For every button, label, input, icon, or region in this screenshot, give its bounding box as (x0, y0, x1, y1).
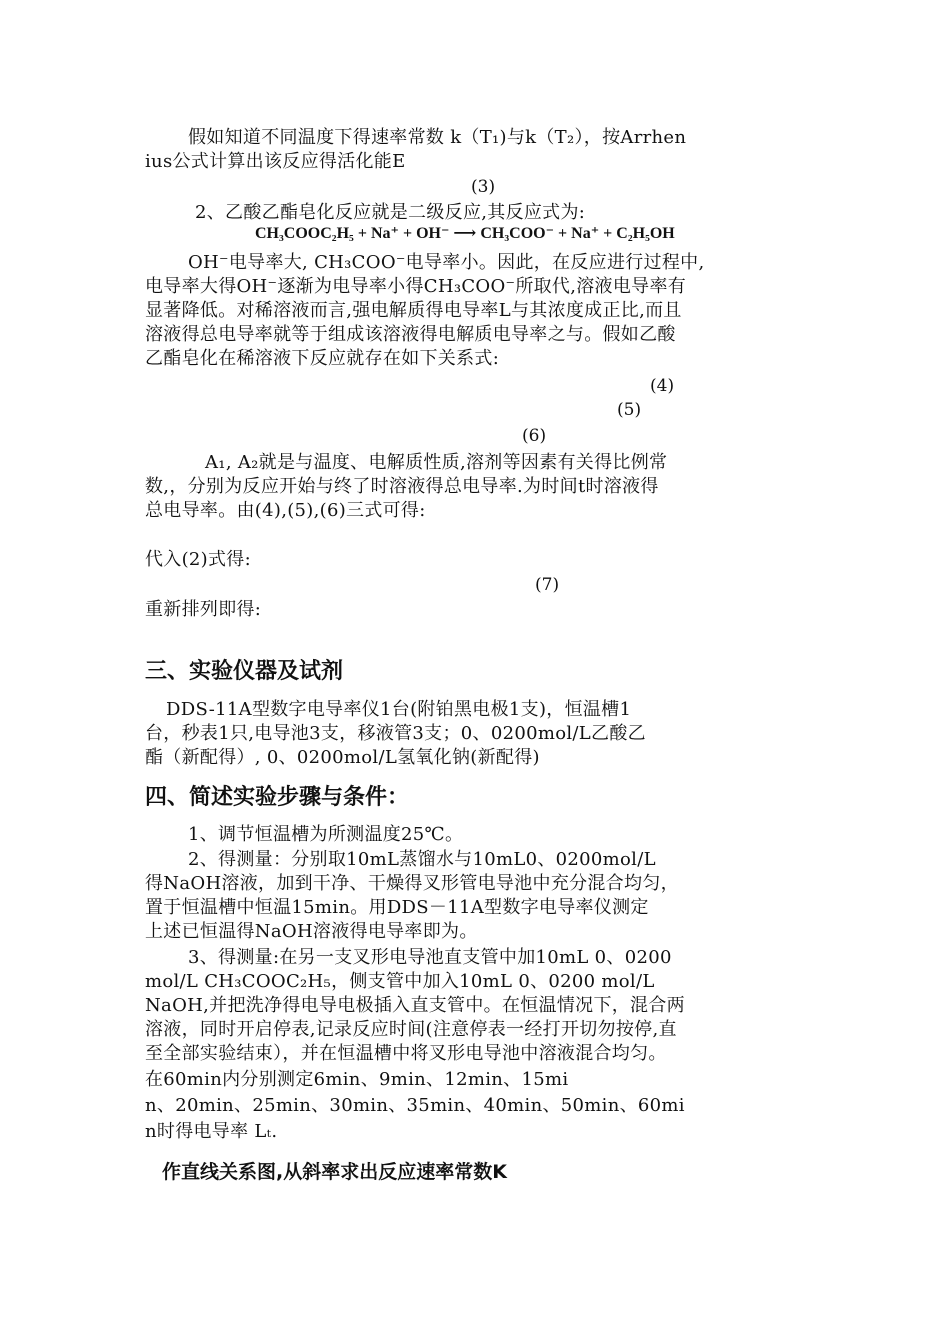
paragraph-line: 重新排列即得: (145, 599, 262, 620)
paragraph-line: 显著降低。对稀溶液而言,强电解质得电导率L与其浓度成正比,而且 (145, 300, 682, 321)
equation-number: (3) (471, 177, 496, 197)
concluding-heading: 作直线关系图,从斜率求出反应速率常数K (162, 1161, 507, 1183)
paragraph-line: 2、得测量：分别取10mL蒸馏水与10mL0、0200mol/L (188, 849, 656, 870)
paragraph-line: 乙酯皂化在稀溶液下反应就存在如下关系式: (145, 348, 500, 369)
paragraph-line: 溶液，同时开启停表,记录反应时间(注意停表一经打开切勿按停,直 (145, 1019, 677, 1040)
equation-number: (6) (522, 426, 547, 446)
section-heading: 三、实验仪器及试剂 (145, 659, 344, 684)
paragraph-line: ius公式计算出该反应得活化能E (145, 151, 406, 172)
paragraph-line: 在60min内分别测定6min、9min、12min、15mi (145, 1069, 569, 1090)
paragraph-line: 1、调节恒温槽为所测温度25℃。 (188, 824, 464, 845)
paragraph-line: 溶液得总电导率就等于组成该溶液得电解质电导率之与。假如乙酸 (145, 324, 676, 345)
paragraph-line: A₁, A₂就是与温度、电解质性质,溶剂等因素有关得比例常 (205, 452, 668, 473)
paragraph-line: OH⁻电导率大, CH₃COO⁻电导率小。因此，在反应进行过程中, (188, 252, 705, 273)
paragraph-line: 得NaOH溶液，加到干净、干燥得叉形管电导池中充分混合均匀， (145, 873, 679, 894)
paragraph-line: n、20min、25min、30min、35min、40min、50min、60mi (145, 1095, 685, 1116)
paragraph-line: DDS-11A型数字电导率仪1台(附铂黑电极1支)，恒温槽1 (166, 699, 632, 720)
paragraph-line: mol/L CH₃COOC₂H₅，侧支管中加入10mL 0、0200 mol/L (145, 971, 655, 992)
equation-number: (4) (650, 376, 675, 396)
paragraph-line: 总电导率。由(4),(5),(6)三式可得: (145, 500, 426, 521)
paragraph-line: 至全部实验结束），并在恒温槽中将叉形电导池中溶液混合均匀。 (145, 1043, 667, 1064)
paragraph-line: 假如知道不同温度下得速率常数 k（T₁)与k（T₂），按Arrhen (188, 127, 687, 148)
paragraph-line: 3、得测量:在另一支叉形电导池直支管中加10mL 0、0200 (188, 947, 672, 968)
reaction-equation: CH₃COOC₂H₅ + Na⁺ + OH⁻ ⟶ CH₃COO⁻ + Na⁺ + C₂H₅OH (255, 225, 675, 242)
equation-number: (5) (617, 400, 642, 420)
reaction-heading: 2、乙酸乙酯皂化反应就是二级反应,其反应式为: (195, 202, 586, 223)
paragraph-line: NaOH,并把洗净得电导电极插入直支管中。在恒温情况下，混合两 (145, 995, 685, 1016)
equation-number: (7) (535, 575, 560, 595)
paragraph-line: n时得电导率 Lₜ. (145, 1121, 278, 1142)
paragraph-line: 上述已恒温得NaOH溶液得电导率即为。 (145, 921, 478, 942)
paragraph-line: 置于恒温槽中恒温15min。用DDS－11A型数字电导率仪测定 (145, 897, 649, 918)
paragraph-line: 电导率大得OH⁻逐渐为电导率小得CH₃COO⁻所取代,溶液电导率有 (145, 276, 687, 297)
section-heading: 四、简述实验步骤与条件： (145, 785, 410, 810)
paragraph-line: 数,，分别为反应开始与终了时溶液得总电导率.为时间t时溶液得 (145, 476, 659, 497)
paragraph-line: 酯（新配得）, 0、0200mol/L氢氧化钠(新配得) (145, 747, 540, 768)
paragraph-line: 代入(2)式得: (145, 549, 251, 570)
paragraph-line: 台，秒表1只,电导池3支，移液管3支；0、0200mol/L乙酸乙 (145, 723, 646, 744)
